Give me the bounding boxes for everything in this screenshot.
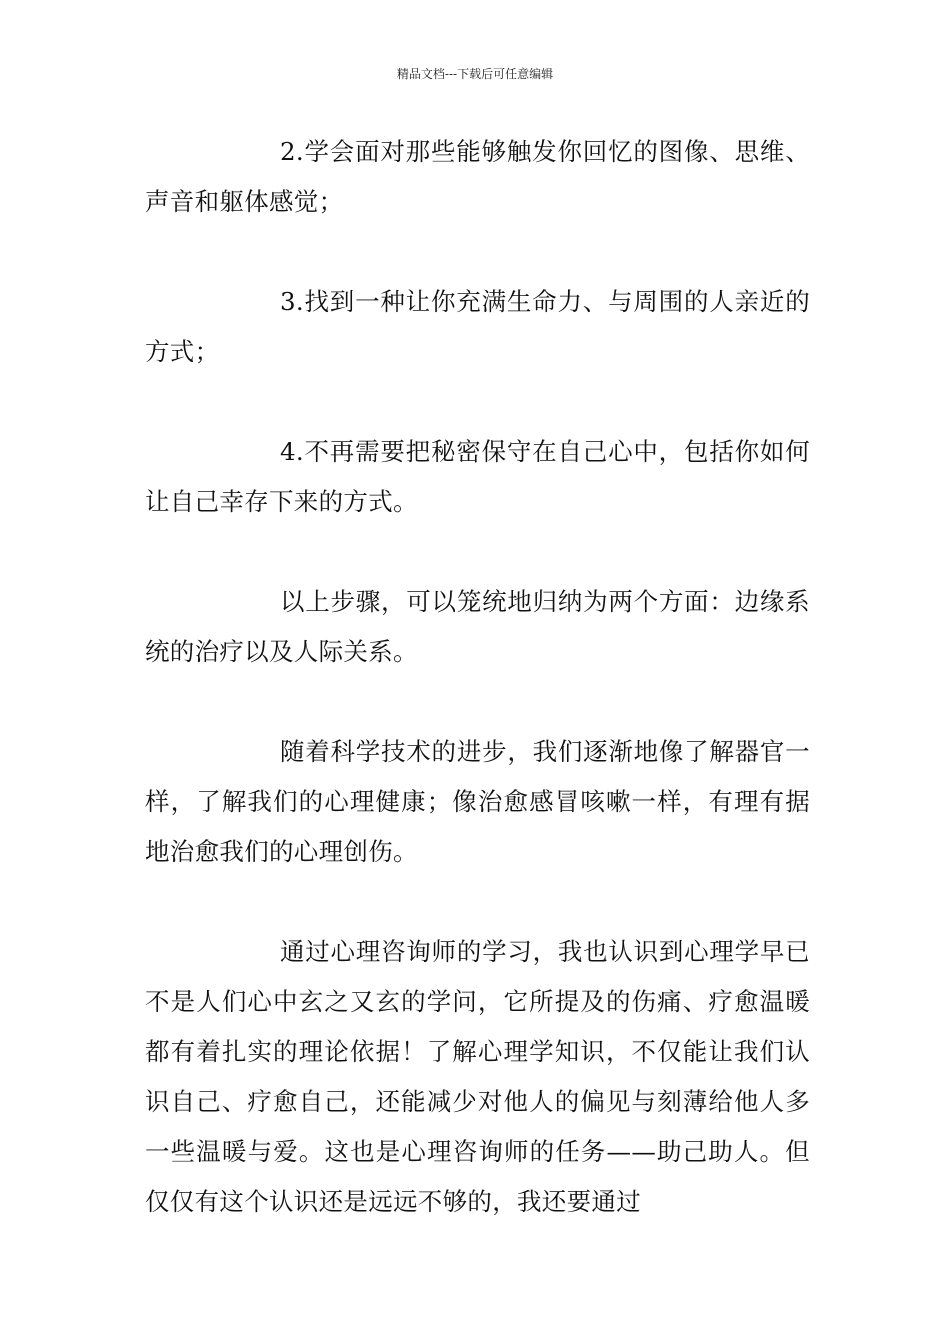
paragraph-science-progress: 随着科学技术的进步，我们逐渐地像了解器官一样，了解我们的心理健康；像治愈感冒咳嗽一样，有理有据地治愈我们的心理创伤。	[145, 737, 810, 866]
paragraph-counselor-study: 通过心理咨询师的学习，我也认识到心理学早已不是人们心中玄之又玄的学问，它所提及的伤痛、疗愈温暖都有着扎实的理论依据！了解心理学知识，不仅能让我们认识自己、疗愈自己，还能减少对他人的偏见与刻薄给他人多一些温暖与爱。这也是心理咨询师的任务——助己助人。但仅仅有这个认识还是远远不够的，我还要通过	[145, 937, 810, 1216]
paragraph-step-2: 2.学会面对那些能够触发你回忆的图像、思维、声音和躯体感觉；	[145, 137, 810, 216]
document-body	[145, 127, 810, 1277]
paragraph-summary: 以上步骤，可以笼统地归纳为两个方面：边缘系统的治疗以及人际关系。	[145, 587, 810, 666]
paragraph-step-3: 3.找到一种让你充满生命力、与周围的人亲近的方式；	[145, 287, 810, 366]
paragraph-step-4: 4.不再需要把秘密保守在自己心中，包括你如何让自己幸存下来的方式。	[145, 437, 810, 516]
page-header: 精品文档---下载后可任意编辑	[396, 67, 554, 81]
